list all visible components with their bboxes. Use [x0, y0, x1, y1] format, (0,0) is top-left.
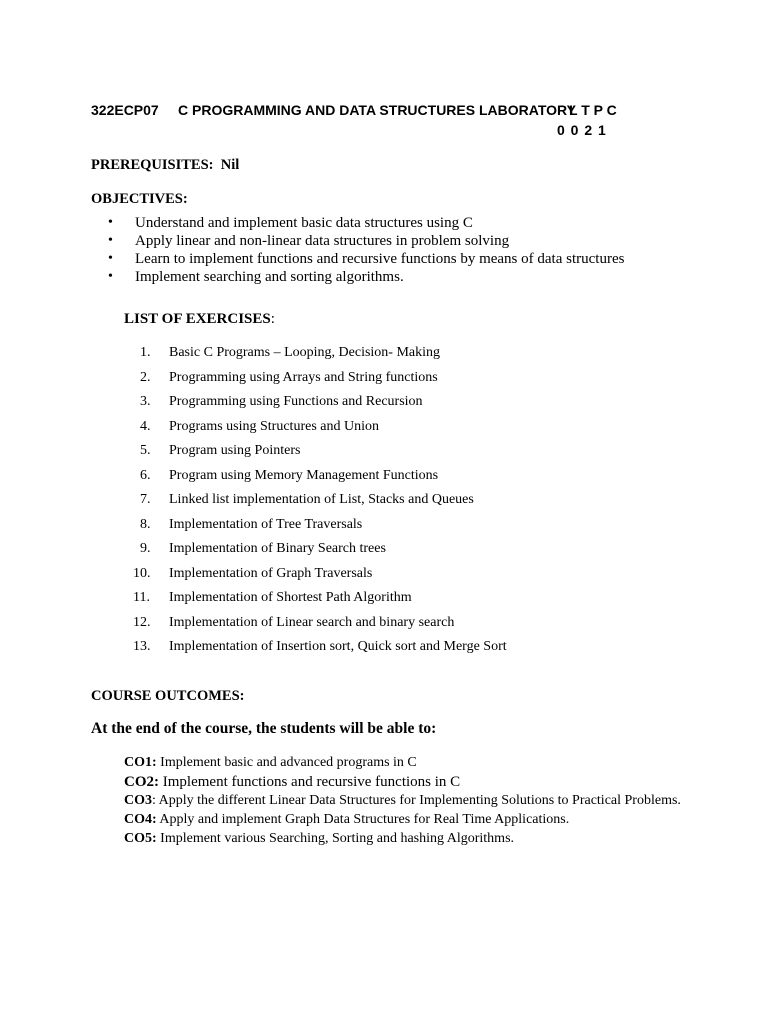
list-item: 12. Implementation of Linear search and binary search [133, 614, 455, 630]
list-item: CO1: Implement basic and advanced programs in C [124, 755, 417, 770]
prerequisites-label: PREREQUISITES: [91, 157, 214, 173]
list-item: 8. Implementation of Tree Traversals [140, 516, 363, 532]
course-code: 322ECP07 [91, 102, 159, 118]
list-item: 11. Implementation of Shortest Path Algorithm [133, 590, 412, 605]
bullet-icon: • [108, 215, 113, 230]
list-item: • Learn to implement functions and recursive functions by means of data structures [108, 251, 625, 267]
list-item: 9. Implementation of Binary Search trees [140, 541, 386, 556]
list-item: 4. Programs using Structures and Union [140, 418, 379, 434]
bullet-icon: • [108, 269, 113, 284]
exercises-list [133, 344, 507, 663]
ltpc-values: 0 0 2 1 [557, 122, 607, 138]
outcomes-heading: COURSE OUTCOMES: [91, 688, 245, 704]
objectives-heading: OBJECTIVES: [91, 191, 188, 207]
list-item: CO3: Apply the different Linear Data Structures for Implementing Solutions to Practical Problems. [124, 793, 681, 808]
outcomes-intro: At the end of the course, the students will be able to: [91, 720, 437, 737]
exercises-heading: LIST OF EXERCISES: [124, 311, 275, 327]
list-item: 13. Implementation of Insertion sort, Quick sort and Merge Sort [133, 639, 507, 654]
list-item: 10. Implementation of Graph Traversals [133, 565, 373, 581]
list-item: 3. Programming using Functions and Recursion [140, 394, 423, 409]
list-item: • Implement searching and sorting algorithms. [108, 269, 404, 285]
list-item: 2. Programming using Arrays and String functions [140, 369, 438, 385]
list-item: CO2: Implement functions and recursive functions in C [124, 774, 461, 790]
outcomes-list [124, 754, 681, 849]
list-item: • Apply linear and non-linear data structures in problem solving [108, 233, 510, 249]
list-item: 7. Linked list implementation of List, Stacks and Queues [140, 492, 474, 507]
bullet-icon: • [108, 233, 113, 248]
prerequisites-value: Nil [220, 157, 240, 173]
list-item: 6. Program using Memory Management Functions [140, 467, 439, 483]
prerequisites [91, 157, 239, 174]
list-item: 5. Program using Pointers [140, 443, 301, 458]
ltpc-labels: L T P C [569, 102, 617, 118]
list-item: CO5: Implement various Searching, Sorting and hashing Algorithms. [124, 831, 515, 846]
list-item: • Understand and implement basic data structures using C [108, 215, 473, 231]
list-item: 1. Basic C Programs – Looping, Decision- Making [140, 345, 441, 360]
bullet-icon: • [108, 251, 113, 266]
list-item: CO4: Apply and implement Graph Data Structures for Real Time Applications. [124, 812, 570, 827]
objectives-list [108, 214, 624, 286]
course-title: C PROGRAMMING AND DATA STRUCTURES LABORATORY [178, 102, 576, 118]
